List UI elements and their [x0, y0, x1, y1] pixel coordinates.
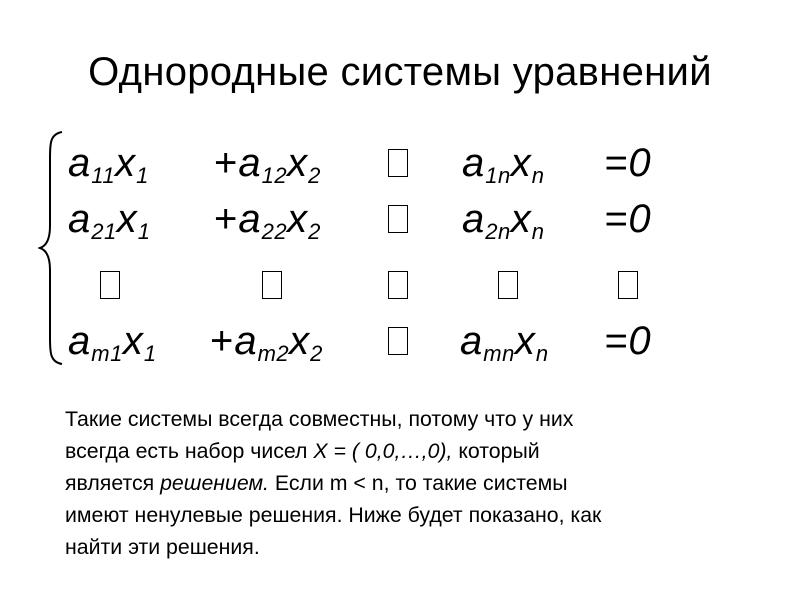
missing-glyph-box-icon [618, 271, 638, 299]
explanation-paragraph [65, 403, 765, 563]
paragraph-line-2 [65, 435, 765, 467]
plus-sign: + [214, 197, 239, 241]
term-am1x1 [68, 318, 157, 377]
var-letter: x [115, 141, 137, 185]
var-subscript: 1 [143, 341, 157, 366]
coef-letter: a [238, 197, 262, 241]
var-subscript: n [535, 341, 549, 366]
term-amnxn [460, 318, 549, 377]
coef-subscript: 1n [485, 163, 511, 188]
var-subscript: 2 [310, 341, 323, 366]
missing-glyph-box-icon [388, 327, 408, 355]
var-subscript: 1 [137, 219, 151, 244]
coef-subscript: 12 [261, 163, 288, 188]
equation-row-2 [0, 196, 800, 242]
ellipsis-row [0, 262, 800, 308]
coef-subscript: 2n [485, 219, 511, 244]
coef-letter: a [460, 319, 484, 363]
coef-letter: a [68, 319, 92, 363]
var-subscript: 2 [308, 219, 321, 244]
missing-glyph-box-icon [388, 149, 408, 177]
coef-subscript: m2 [257, 341, 290, 366]
var-subscript: n [531, 163, 545, 188]
missing-glyph-box-icon [498, 271, 518, 299]
term-a12x2 [214, 140, 321, 199]
coef-subscript: m1 [91, 341, 123, 366]
coef-letter: a [68, 197, 92, 241]
equals-zero: =0 [604, 319, 652, 363]
var-letter: x [122, 319, 144, 363]
term-a2nxn [462, 196, 544, 255]
paragraph-line-1: Такие системы всегда совместны, потому что у них [65, 407, 574, 431]
var-letter: x [514, 319, 536, 363]
coef-letter: a [462, 141, 486, 185]
coef-letter: a [238, 141, 262, 185]
term-a11x1 [68, 140, 149, 199]
slide-title: Однородные системы уравнений [88, 50, 712, 94]
zero-vector-expression: X = ( 0,0,…,0), [313, 439, 453, 463]
coef-subscript: 22 [261, 219, 288, 244]
coef-subscript: 21 [91, 219, 117, 244]
var-letter: x [510, 197, 532, 241]
paragraph-line-5: найти эти решения. [65, 535, 260, 559]
coef-subscript: 11 [91, 163, 116, 188]
term-a22x2 [214, 196, 321, 255]
var-letter: x [287, 197, 309, 241]
term-a1nxn [462, 140, 544, 199]
coef-letter: a [68, 141, 92, 185]
missing-glyph-box-icon [100, 271, 120, 299]
term-a21x1 [68, 196, 150, 255]
coef-letter: a [234, 319, 258, 363]
plus-sign: + [214, 141, 239, 185]
missing-glyph-box-icon [388, 205, 408, 233]
paragraph-text: всегда есть набор чисел [65, 439, 314, 463]
coef-letter: a [462, 197, 486, 241]
plus-sign: + [210, 319, 235, 363]
equals-zero: =0 [604, 141, 652, 185]
var-letter: x [510, 141, 532, 185]
var-subscript: 1 [136, 163, 149, 188]
paragraph-line-3 [65, 467, 765, 499]
paragraph-text: является [65, 471, 161, 495]
equation-row-m [0, 318, 800, 364]
var-subscript: n [531, 219, 545, 244]
missing-glyph-box-icon [262, 271, 282, 299]
var-subscript: 2 [308, 163, 321, 188]
paragraph-line-4: имеют ненулевые решения. Ниже будет показано, как [65, 503, 602, 527]
equation-row-1 [0, 140, 800, 186]
equals-zero: =0 [604, 197, 652, 241]
var-letter: x [116, 197, 138, 241]
missing-glyph-box-icon [388, 271, 408, 299]
term-am2x2 [210, 318, 323, 377]
paragraph-text: Если m < n, то такие системы [268, 471, 568, 495]
emphasized-word: решением. [160, 471, 269, 495]
var-letter: x [289, 319, 311, 363]
var-letter: x [287, 141, 309, 185]
paragraph-text: который [452, 439, 540, 463]
coef-subscript: mn [483, 341, 515, 366]
